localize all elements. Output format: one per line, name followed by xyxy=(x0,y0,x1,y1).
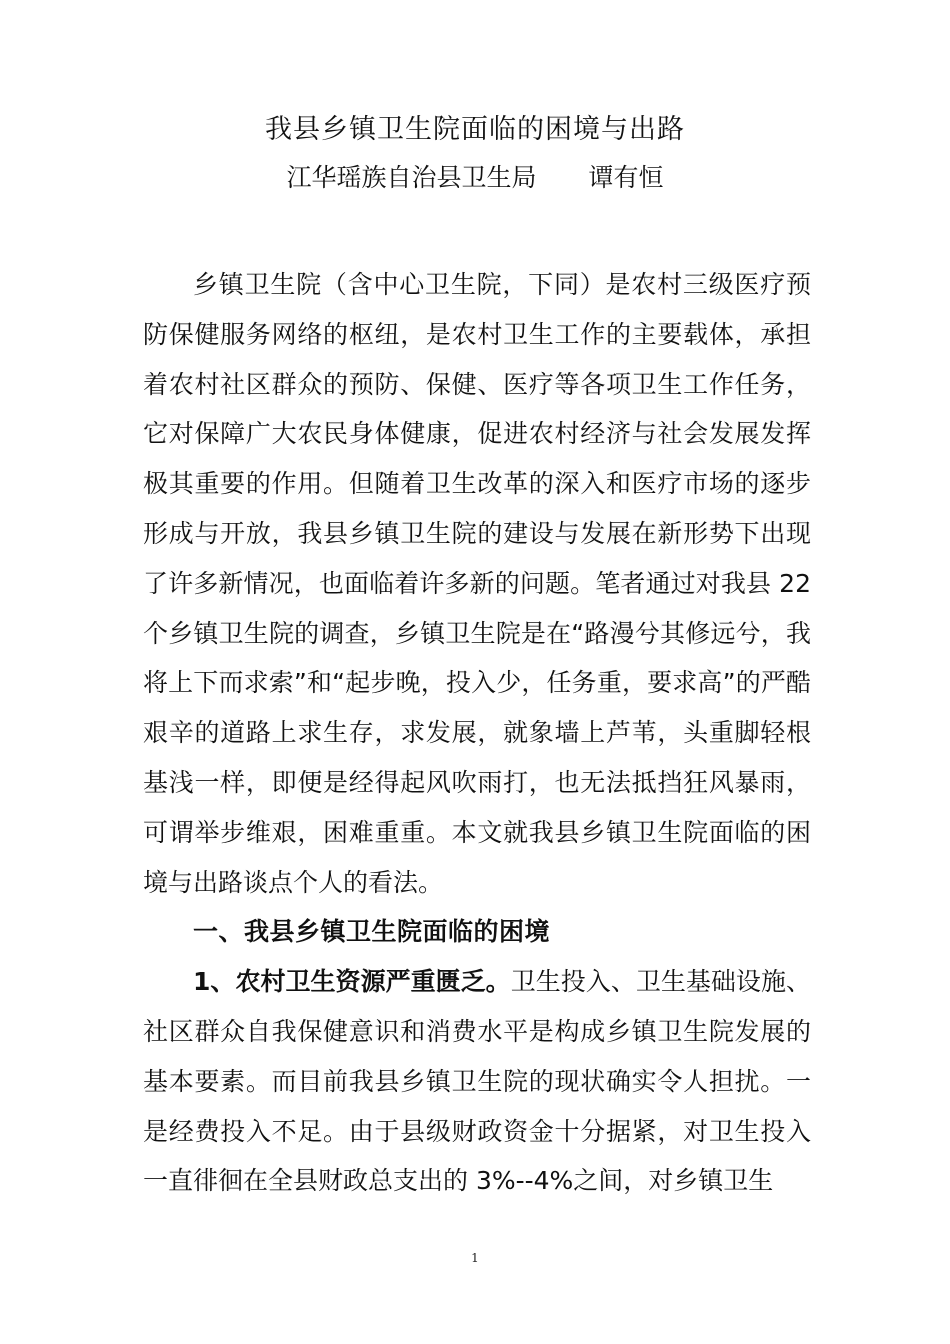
point-paragraph xyxy=(143,957,811,1206)
section-heading: 一、我县乡镇卫生院面临的困境 xyxy=(193,917,551,947)
point-body: 卫生投入、卫生基础设施、社区群众自我保健意识和消费水平是构成乡镇卫生院发展的基本要素。而目前我县乡镇卫生院的现状确实令人担扰。一是经费投入不足。由于县级财政资金十分据紧，对卫生投入一直徘徊在全县财政总支出的 3%--4%之间，对乡镇卫生 xyxy=(143,967,811,1196)
page-number: 1 xyxy=(471,1251,479,1265)
intro-paragraph: 乡镇卫生院（含中心卫生院，下同）是农村三级医疗预防保健服务网络的枢纽，是农村卫生工作的主要载体，承担着农村社区群众的预防、保健、医疗等各项卫生工作任务，它对保障广大农民身体健康，促进农村经济与社会发展发挥极其重要的作用。但随着卫生改革的深入和医疗市场的逐步形成与开放，我县乡镇卫生院的建设与发展在新形势下出现了许多新情况，也面临着许多新的问题。笔者通过对我县 22 个乡镇卫生院的调查，乡镇卫生院是在“路漫兮其修远兮，我将上下而求索”和“起步晚，投入少，任务重，要求高”的严酷艰辛的道路上求生存，求发展，就象墙上芦苇，头重脚轻根基浅一样，即便是经得起风吹雨打，也无法抵挡狂风暴雨，可谓举步维艰，困难重重。本文就我县乡镇卫生院面临的困境与出路谈点个人的看法。 xyxy=(143,270,811,897)
point-lead: 1、农村卫生资源严重匮乏。 xyxy=(193,967,511,997)
author-name: 谭有恒 xyxy=(588,163,664,192)
document-title: 我县乡镇卫生院面临的困境与出路 xyxy=(265,114,685,145)
body-text xyxy=(143,260,811,1206)
author-organization: 江华瑶族自治县卫生局 xyxy=(286,163,537,192)
author-byline xyxy=(0,160,950,196)
